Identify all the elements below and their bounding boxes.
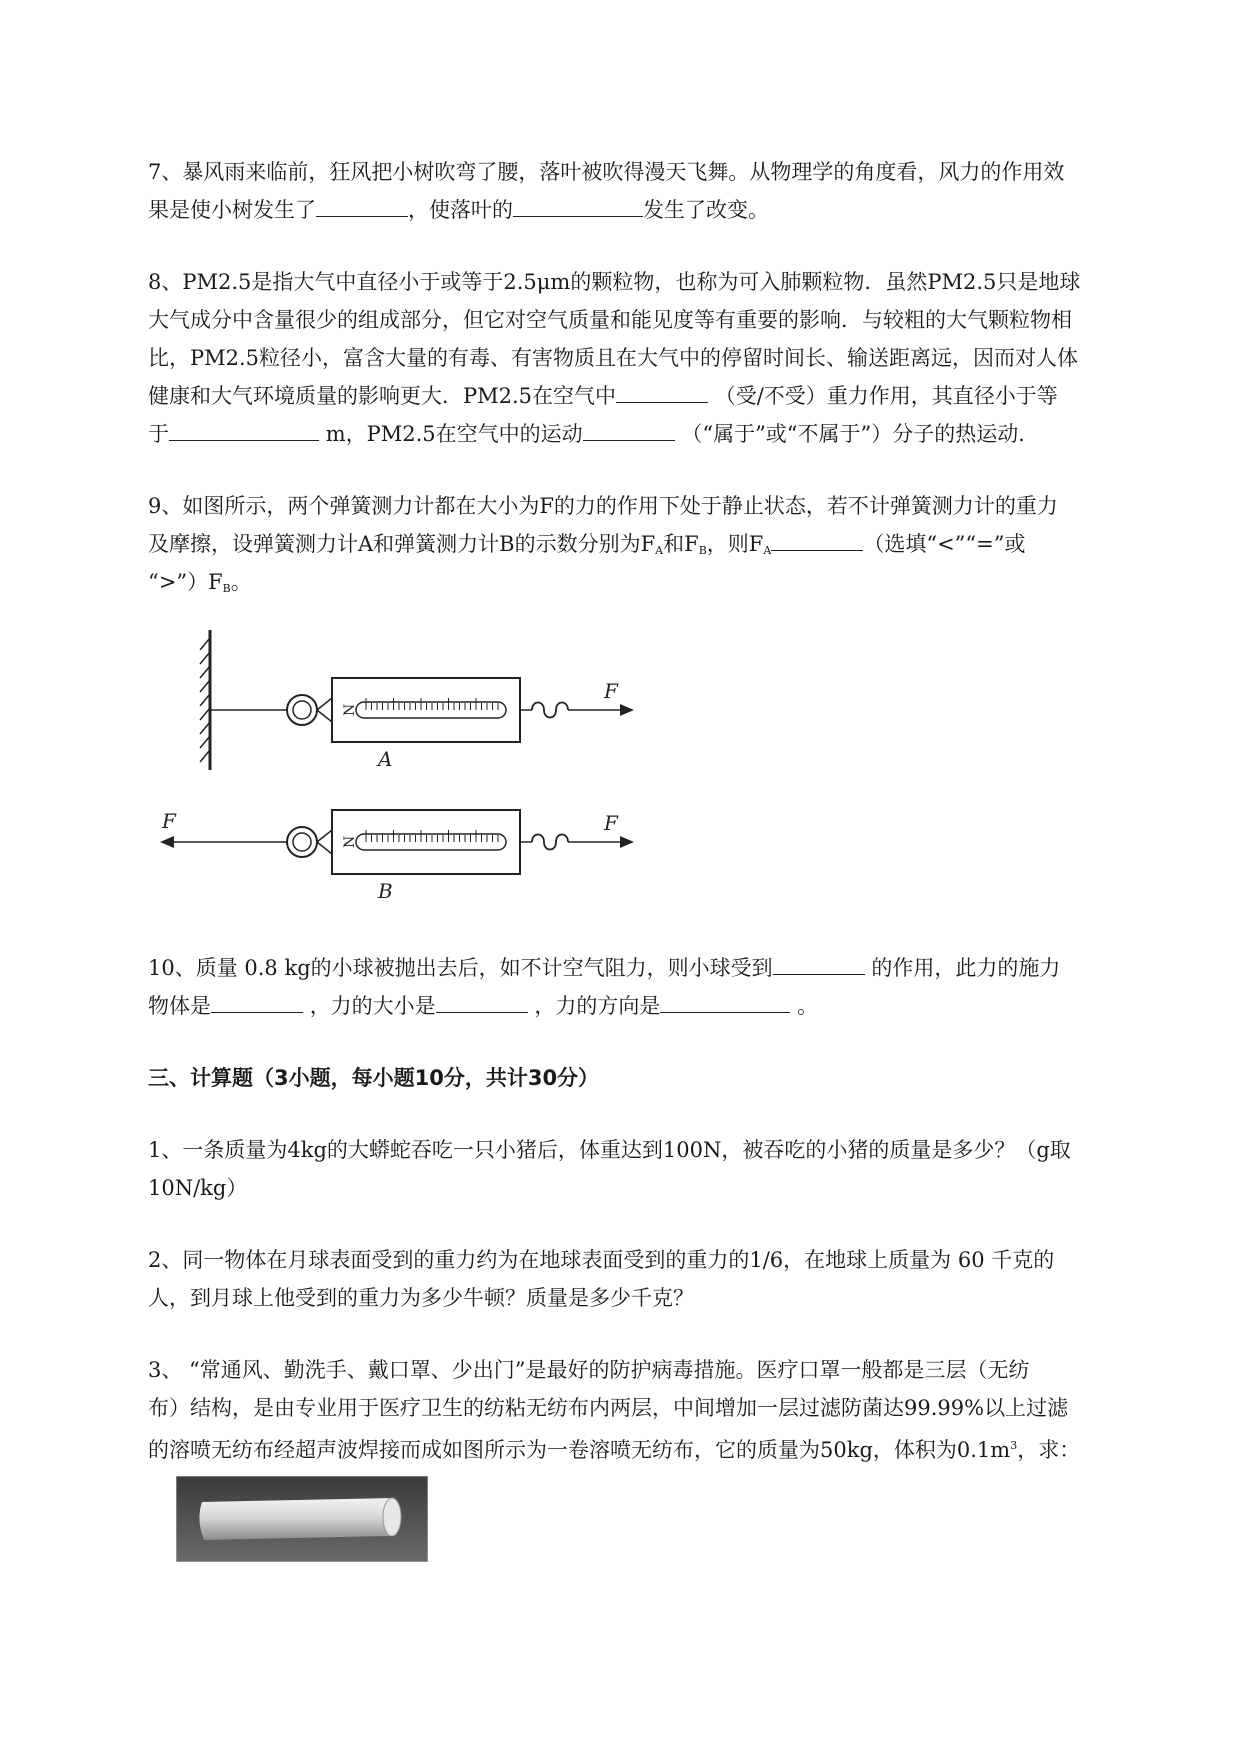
question-10-line-1: 10、质量 0.8 kg的小球被抛出去后，如不计空气阻力，则小球受到 的作用，此力的施力 <box>148 948 1143 988</box>
answer-blank[interactable] <box>616 380 708 403</box>
question-9-line-3: “$>”)F_B$。 <box>148 570 252 595</box>
answer-blank[interactable] <box>583 418 675 441</box>
question-8-line-1: 8、PM2.5是指大气中直径小于或等于2.5μm的颗粒物，也称为可入肺颗粒物．虽然PM2.5只是地球 <box>148 270 1081 294</box>
answer-blank[interactable] <box>316 194 408 217</box>
question-8-line-2: 大气成分中含量很少的组成部分，但它对空气质量和能见度等有重要的影响．与较粗的大气颗粒物相 <box>148 308 1072 332</box>
question-9-line-2: 及摩擦，设弹簧测力计A和弹簧测力计B的示数分别为$F_A$和$F_B$，则$F_A$ （选填“<”“=”或 <box>148 524 1143 571</box>
meltblown-fabric-roll-photo <box>176 1476 428 1562</box>
calc-2-line-2: 人，到月球上他受到的重力为多少牛顿？质量是多少千克？ <box>148 1286 694 1310</box>
calc-3-line-2: 布）结构，是由专业用于医疗卫生的纺粘无纺布内两层，中间增加一层过滤防菌达99.99%以上过滤 <box>148 1396 1069 1420</box>
question-8-line-3: 比，PM2.5粒径小，富含大量的有毒、有害物质且在大气中的停留时间长、输送距离远，因而对人体 <box>148 346 1079 370</box>
question-8-line-5: 于 m，PM2.5在空气中的运动 （“属于”或“不属于”）分子的热运动． <box>148 414 1143 454</box>
section-title: 三、计算题（3小题，每小题10分，共计30分） <box>148 1066 600 1090</box>
svg-text:N: N <box>342 835 358 848</box>
question-8-line-4: 健康和大气环境质量的影响更大．PM2.5在空气中 （受/不受）重力作用，其直径小于等 <box>148 376 1143 416</box>
answer-blank[interactable] <box>169 418 319 441</box>
svg-text:F: F <box>604 811 618 835</box>
svg-text:A: A <box>378 747 393 771</box>
answer-blank[interactable] <box>436 990 528 1013</box>
svg-text:F: F <box>162 809 176 833</box>
wall-icon <box>200 630 210 770</box>
arrow-left-icon <box>160 836 174 848</box>
calc-1-line-2: 10N/kg） <box>148 1176 248 1200</box>
spring-scale-figure <box>160 620 720 920</box>
svg-text:F: F <box>604 679 618 703</box>
answer-blank[interactable] <box>660 990 790 1013</box>
svg-text:N: N <box>342 703 358 716</box>
spring-scale-a <box>210 678 634 771</box>
svg-text:B: B <box>378 879 393 903</box>
arrow-right-icon <box>620 704 634 716</box>
answer-blank[interactable] <box>773 952 865 975</box>
answer-blank[interactable] <box>771 528 863 551</box>
calc-3-line-1: 3、 “常通风、勤洗手、戴口罩、少出门”是最好的防护病毒措施。医疗口罩一般都是三层（无纺 <box>148 1358 1030 1382</box>
question-7-line-1: 7、暴风雨来临前，狂风把小树吹弯了腰，落叶被吹得漫天飞舞。从物理学的角度看，风力的作用效 <box>148 160 1065 184</box>
calc-2-line-1: 2、同一物体在月球表面受到的重力约为在地球表面受到的重力的1/6，在地球上质量为 60 千克的 <box>148 1248 1055 1272</box>
calc-3-line-3: 的溶喷无纺布经超声波焊接而成如图所示为一卷溶喷无纺布，它的质量为50kg，体积为$0.1m^3$，求： <box>148 1438 1081 1462</box>
question-10-line-2: 物体是 ，力的大小是 ，力的方向是 。 <box>148 986 1143 1026</box>
answer-blank[interactable] <box>211 990 303 1013</box>
spring-scale-b <box>160 809 634 903</box>
calc-1-line-1: 1、一条质量为4kg的大蟒蛇吞吃一只小猪后，体重达到100N，被吞吃的小猪的质量是多少？（g取 <box>148 1138 1071 1162</box>
answer-blank[interactable] <box>513 194 643 217</box>
arrow-right-icon <box>620 836 634 848</box>
question-7-line-2: 果是使小树发生了 ，使落叶的 发生了改变。 <box>148 190 1143 230</box>
question-9-line-1: 9、如图所示，两个弹簧测力计都在大小为F的力的作用下处于静止状态，若不计弹簧测力计的重力 <box>148 494 1058 518</box>
